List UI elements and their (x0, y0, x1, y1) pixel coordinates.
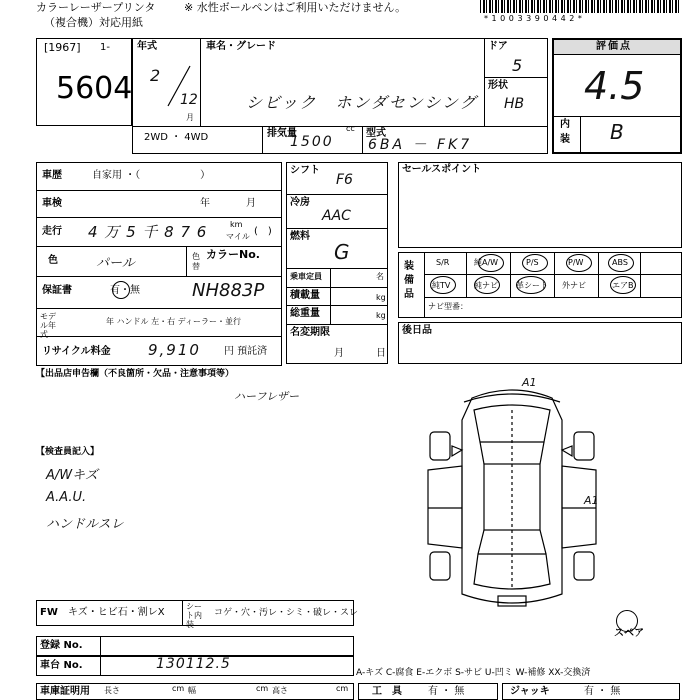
eq-abs-circle (608, 254, 634, 272)
cert-label: 車庫証明用 (40, 686, 90, 697)
inspector-line-3: ハンドルスレ (46, 517, 124, 532)
reg-label: 登録 No. (40, 640, 83, 651)
lot-suffix: 1- (100, 42, 110, 53)
eq-aw-circle (478, 254, 504, 272)
load-label: 積載量 (290, 290, 320, 301)
spare-circle (616, 610, 638, 632)
year-month: 12 (180, 92, 198, 108)
color-no-value: NH883P (192, 280, 265, 301)
eq-leather-circle (516, 276, 546, 294)
mileage-mile: マイル (226, 232, 250, 241)
eq-tv-circle (430, 276, 456, 294)
lot-code-bracket: [1967] (44, 41, 81, 54)
car-name: シビック ホンダセンシング (246, 93, 478, 112)
load-unit: kg (376, 293, 386, 302)
color-label: 色 (48, 255, 58, 266)
year-era: 2 (150, 66, 161, 85)
eq-ps-circle (522, 254, 548, 272)
barcode (480, 0, 680, 13)
cert-length-unit: cm (172, 684, 185, 693)
displacement-value: 1500 (290, 134, 334, 150)
recycle-unit: 円 預託済 (224, 346, 268, 357)
drive-label: 2WD ・ 4WD (144, 132, 209, 143)
mileage-bracket: ( ) (254, 226, 272, 237)
sales-label: セールスポイント (402, 164, 482, 175)
fuel-value: G (334, 240, 350, 264)
car-right-doors (562, 466, 596, 548)
rear-box (398, 322, 682, 364)
interior-value: B (610, 120, 624, 144)
tools-value: 有 ・ 無 (428, 686, 465, 697)
model-label: 型式 (366, 128, 386, 139)
cert-width: 幅 (188, 686, 196, 695)
spare-label: スペア (614, 628, 644, 639)
history-label: 車歴 (42, 170, 62, 181)
printer-line-2: （複合機）対応用紙 (44, 16, 143, 29)
mileage-km: km (230, 220, 243, 229)
history-value: 自家用 ・（ ） (92, 170, 211, 181)
warranty-circle (112, 281, 130, 299)
wheel-fr (574, 432, 594, 460)
eq-ps: P/S (526, 258, 539, 267)
fuel-label: 燃料 (290, 231, 310, 242)
model-value: 6BA － FK7 (368, 137, 473, 153)
barcode-text: * 1 0 0 3 3 9 0 4 4 2 * (484, 14, 583, 23)
eq-airbag: エアB (612, 281, 634, 290)
year-label: 年式 (137, 41, 157, 52)
inspector-line-1: A/Wキズ (46, 468, 98, 483)
gross-label: 総重量 (290, 308, 320, 319)
eq-aw: 純A/W (474, 258, 499, 267)
printer-line-1: カラーレーザープリンタ (36, 1, 156, 14)
eq-leather: 革シート (516, 281, 548, 290)
chassis-value: 130112.5 (156, 656, 231, 672)
interior-label-2: 装 (560, 134, 570, 145)
shape-value: HB (504, 96, 525, 112)
eq-pw: P/W (568, 258, 584, 267)
eq-airbag-circle (610, 276, 636, 294)
model-year-value: 年 ハンドル 左・右 ディーラー・並行 (106, 317, 241, 326)
legend-text: A-キズ C-腐食 E-エクボ S-サビ U-凹ミ W-補修 XX-交換済 (356, 668, 591, 678)
car-left-doors (428, 466, 462, 548)
color-no-label: カラーNo. (206, 248, 260, 261)
recycle-value: 9,910 (148, 341, 201, 359)
name-expire-month: 月 (334, 348, 344, 359)
reg-box (36, 636, 354, 656)
warranty-value: 有・無 (110, 285, 140, 296)
color-change-label: 色替 (192, 252, 200, 271)
tools-label: 工 具 (372, 686, 402, 697)
cert-width-unit: cm (256, 684, 269, 693)
name-label: 車名・グレード (206, 41, 276, 52)
name-expire-day: 日 (376, 348, 386, 359)
ac-value: AAC (322, 208, 351, 224)
fw-label: FW (40, 607, 58, 618)
exhibitor-note: ハーフレザー (234, 390, 300, 403)
eq-pw-circle (566, 254, 592, 272)
capacity-label: 乗車定員 (290, 272, 322, 281)
door-label: ドア (488, 41, 508, 52)
score-value: 4.5 (584, 64, 645, 108)
capacity-unit: 名 (376, 272, 384, 281)
shift-value: F6 (336, 172, 353, 188)
diagram-mark-front: A1 (522, 376, 537, 389)
inspector-line-2: A.A.U. (46, 490, 87, 505)
name-expire-label: 名変期限 (290, 327, 330, 338)
car-diagram (412, 380, 612, 620)
lot-number: 5604 (56, 71, 133, 106)
seat-items: コゲ・穴・汚レ・シミ・破レ・スレ (214, 608, 359, 618)
wheel-fl (430, 432, 450, 460)
mileage-label: 走行 (42, 226, 62, 237)
inspector-label: 【検査員記入】 (36, 447, 100, 457)
lot-code: 1967 (48, 41, 77, 54)
inspection-year: 年 (200, 198, 210, 209)
displacement-label: 排気量 (267, 128, 297, 139)
inspection-month: 月 (246, 198, 256, 209)
chassis-label: 車台 No. (40, 660, 83, 671)
shift-label: シフト (290, 165, 320, 176)
exhibitor-label: 【出品店申告欄（不良箇所・欠品・注意事項等） (36, 369, 235, 379)
equipment-label: 装備品 (404, 261, 414, 300)
gross-unit: kg (376, 311, 386, 320)
door-value: 5 (512, 56, 523, 75)
rear-label: 後日品 (402, 325, 432, 336)
month-unit: 月 (186, 113, 194, 122)
eq-navi: 純ナビ (474, 281, 498, 290)
fw-items: キズ・ヒビ石・割レX (68, 607, 165, 618)
jack-value: 有 ・ 無 (584, 686, 621, 697)
wheel-rr (574, 552, 594, 580)
eq-navi-circle (474, 276, 500, 294)
eq-ext-navi: 外ナビ (562, 281, 586, 290)
navi-type-label: ナビ型番： (428, 302, 468, 311)
eq-tv: 純TV (432, 281, 451, 290)
diagram-mark-side: A1 (584, 494, 599, 507)
shape-label: 形状 (488, 80, 508, 91)
cert-height-unit: cm (336, 684, 349, 693)
eq-abs: ABS (612, 258, 628, 267)
color-value: パール (96, 256, 135, 271)
recycle-label: リサイクル料金 (42, 346, 111, 357)
displacement-unit: cc (346, 124, 355, 133)
car-trunk (474, 554, 550, 589)
mileage-value: 4 万 5 千 8 7 6 (88, 223, 208, 241)
model-year-label: モデル年式 (40, 312, 56, 339)
jack-label: ジャッキ (510, 686, 550, 697)
score-label: 評価点 (596, 41, 632, 52)
wheel-rl (430, 552, 450, 580)
eq-sr: S/R (436, 258, 450, 267)
warranty-label: 保証書 (42, 285, 72, 296)
cert-length: 長さ (104, 686, 120, 695)
seat-label: シート内装 (186, 602, 202, 629)
notice-text: ※ 水性ボールペンはご利用いただけません。 (184, 1, 407, 14)
cert-height: 高さ (272, 686, 288, 695)
ac-label: 冷房 (290, 197, 310, 208)
interior-label-1: 内 (560, 119, 570, 130)
inspection-label: 車検 (42, 198, 62, 209)
